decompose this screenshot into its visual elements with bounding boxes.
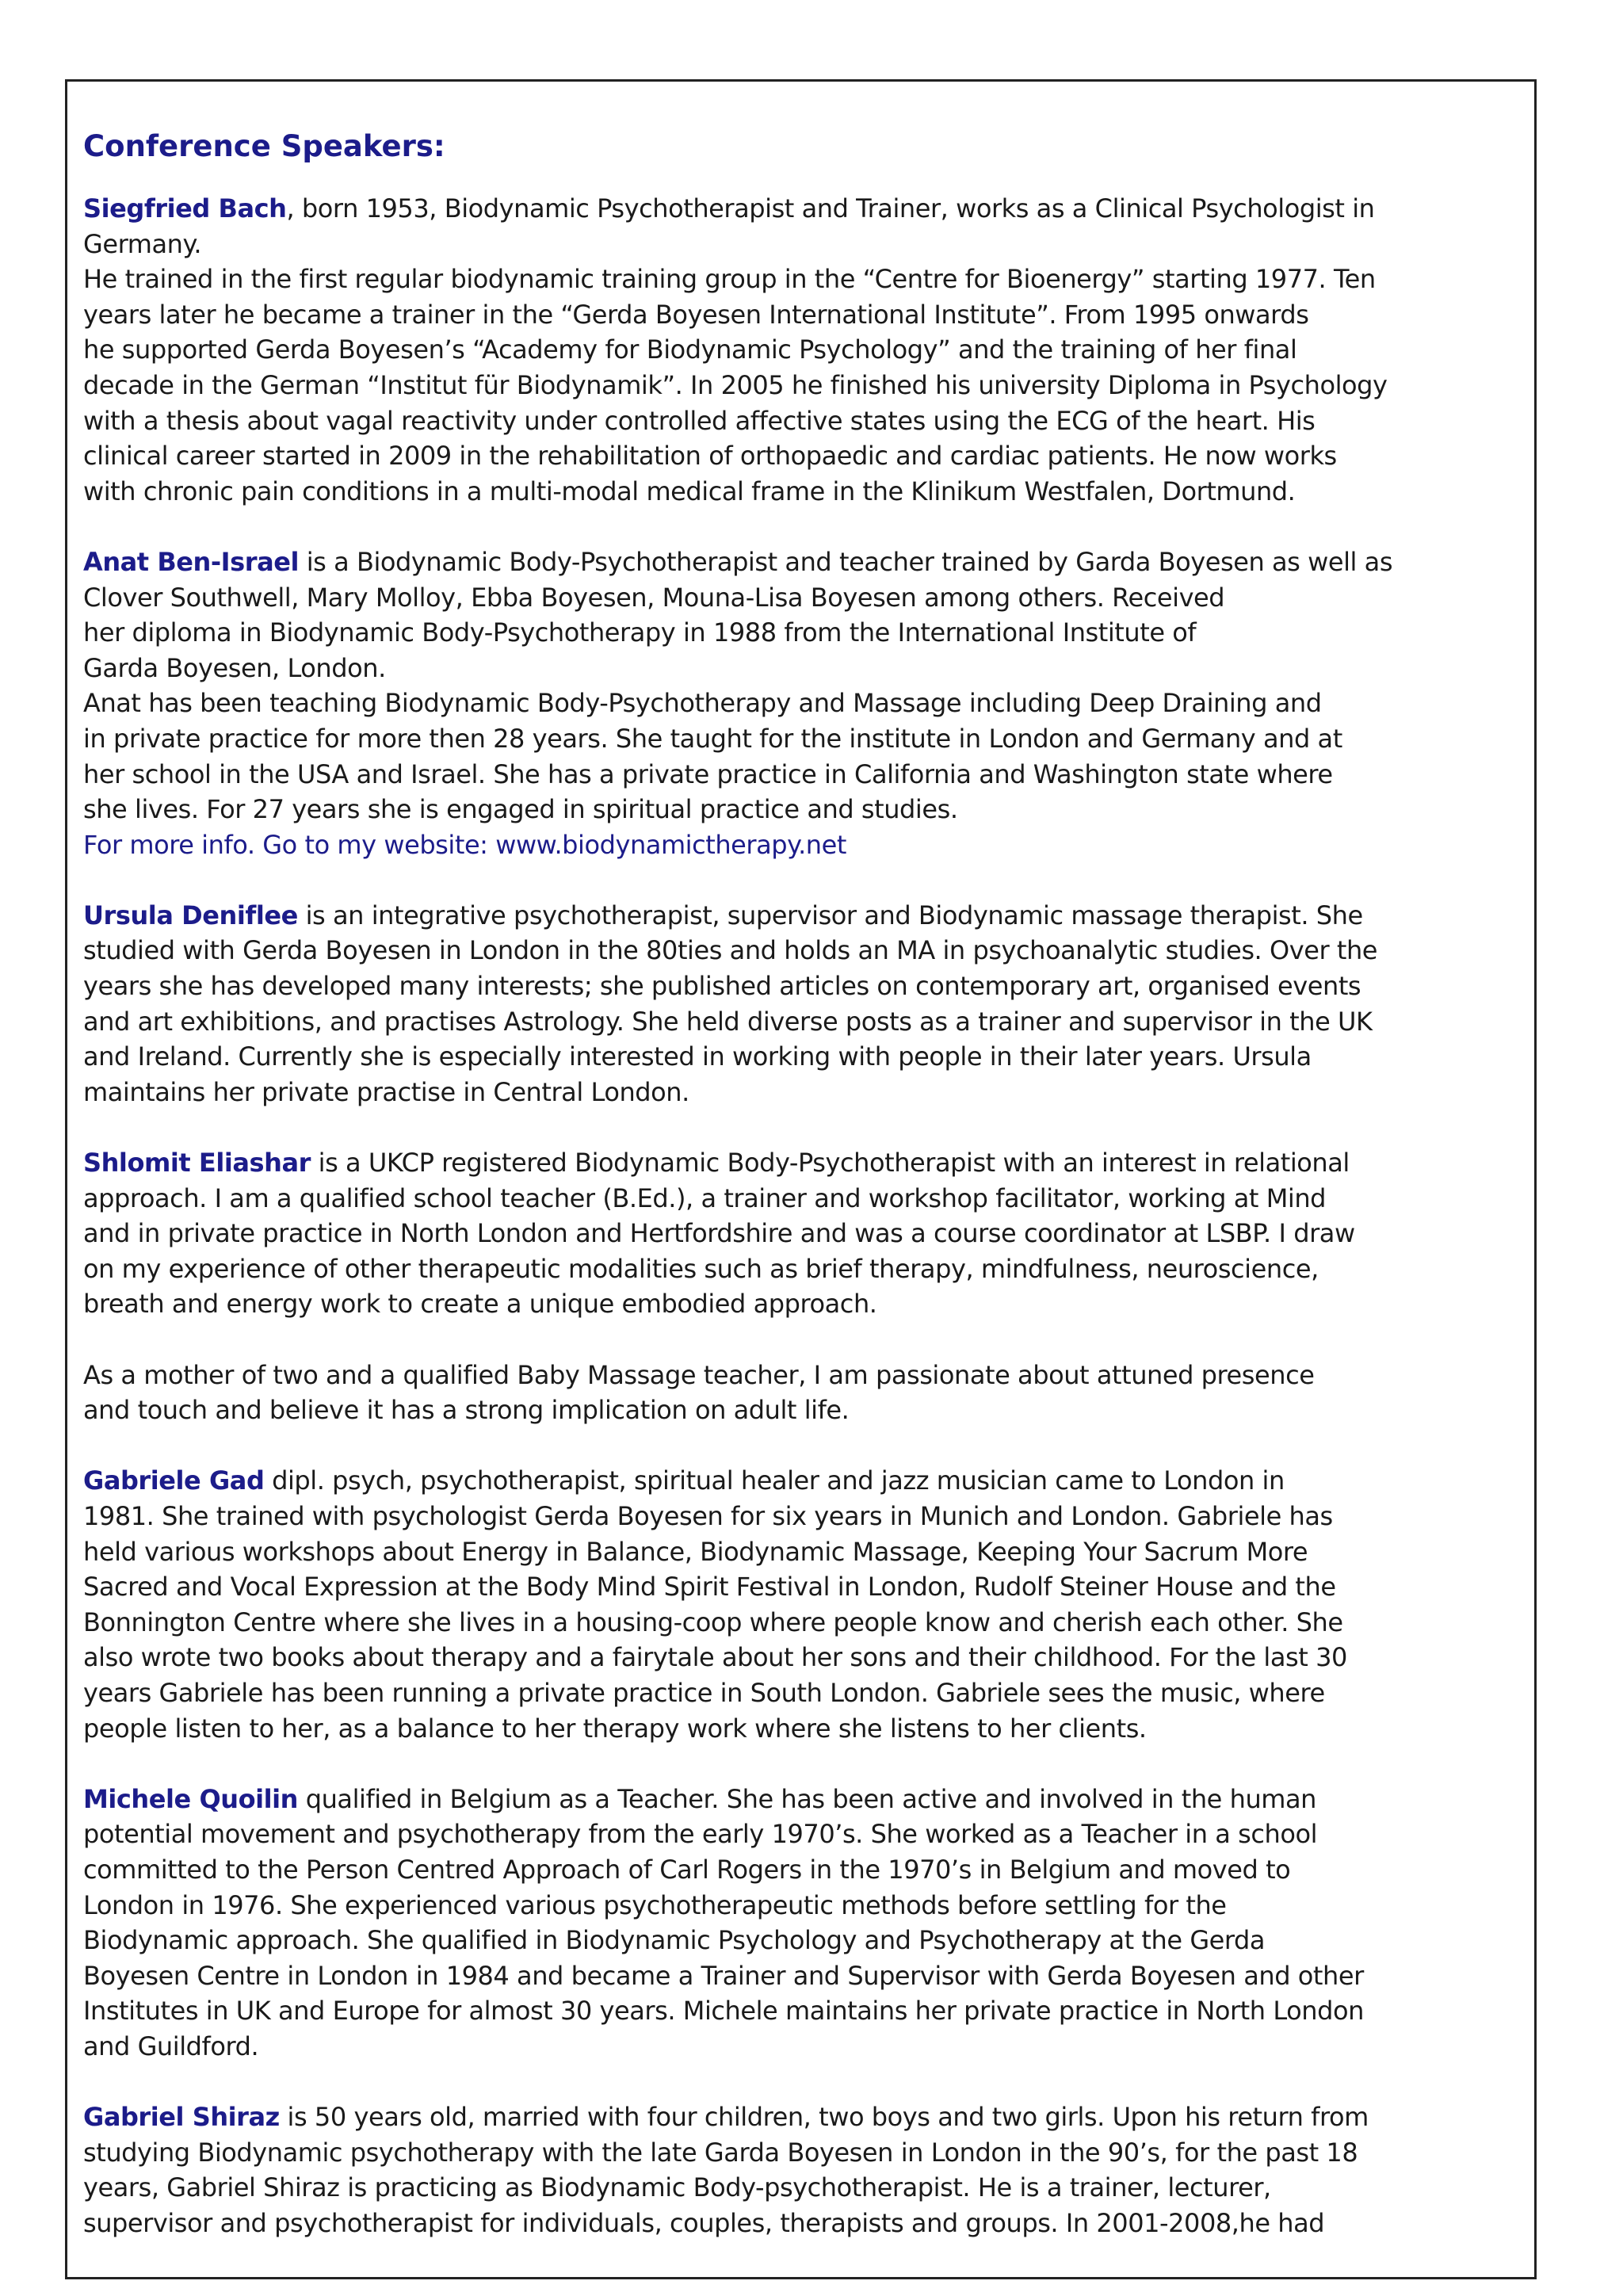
bio-line: He trained in the first regular biodynamic training group in the “Centre for Bioenergy” starting 1977. Ten <box>83 264 1376 295</box>
bio-line: her diploma in Biodynamic Body-Psychotherapy in 1988 from the International Institute of <box>83 617 1197 648</box>
speaker-name: Ursula Deniflee <box>83 900 298 930</box>
bio-line: with a thesis about vagal reactivity under controlled affective states using the ECG of the heart. His <box>83 405 1316 436</box>
website-link[interactable]: For more info. Go to my website: www.biodynamictherapy.net <box>83 829 846 860</box>
bio-line: and art exhibitions, and practises Astrology. She held diverse posts as a trainer and supervisor in the UK <box>83 1006 1373 1037</box>
bio-line: in private practice for more then 28 years. She taught for the institute in London and Germany and at <box>83 723 1342 754</box>
bio-line: years Gabriele has been running a private practice in South London. Gabriele sees the music, where <box>83 1677 1325 1708</box>
bio-line: and Guildford. <box>83 2030 259 2061</box>
bio-line: As a mother of two and a qualified Baby Massage teacher, I am passionate about attuned presence <box>83 1359 1315 1390</box>
bio-line: Anat has been teaching Biodynamic Body-Psychotherapy and Massage including Deep Draining and <box>83 688 1322 719</box>
bio-line: Gabriele Gad dipl. psych, psychotherapist, spiritual healer and jazz musician came to London in <box>83 1465 1285 1496</box>
speaker-name: Gabriele Gad <box>83 1465 265 1496</box>
speaker-bio-michele-quoilin <box>83 1782 1526 2065</box>
bio-line: studied with Gerda Boyesen in London in the 80ties and holds an MA in psychoanalytic studies. Over the <box>83 935 1378 966</box>
bio-line: Clover Southwell, Mary Molloy, Ebba Boyesen, Mouna-Lisa Boyesen among others. Received <box>83 582 1225 613</box>
bio-line: Shlomit Eliashar is a UKCP registered Biodynamic Body-Psychotherapist with an interest in relational <box>83 1148 1350 1179</box>
bio-line: committed to the Person Centred Approach of Carl Rogers in the 1970’s in Belgium and moved to <box>83 1854 1291 1885</box>
bio-line: Gabriel Shiraz is 50 years old, married with four children, two boys and two girls. Upon his return from <box>83 2102 1369 2133</box>
speaker-name: Michele Quoilin <box>83 1783 298 1814</box>
page-frame <box>65 79 1537 2279</box>
bio-line: maintains her private practise in Central London. <box>83 1076 689 1107</box>
bio-line: Siegfried Bach, born 1953, Biodynamic Psychotherapist and Trainer, works as a Clinical Psychologist in <box>83 193 1375 223</box>
page-title: Conference Speakers: <box>83 129 445 163</box>
speaker-bio-gabriel-shiraz <box>83 2099 1526 2241</box>
speaker-name: Siegfried Bach <box>83 193 287 223</box>
bio-line: Sacred and Vocal Expression at the Body Mind Spirit Festival in London, Rudolf Steiner House and the <box>83 1572 1336 1603</box>
bio-line: and touch and believe it has a strong implication on adult life. <box>83 1395 850 1426</box>
document-content <box>83 128 1526 2276</box>
bio-line: 1981. She trained with psychologist Gerda Boyesen for six years in Munich and London. Gabriele has <box>83 1500 1333 1531</box>
speaker-bio-siegfried-bach <box>83 191 1526 509</box>
bio-line: and Ireland. Currently she is especially interested in working with people in their later years. Ursula <box>83 1041 1312 1072</box>
speaker-bio-ursula-deniflee <box>83 898 1526 1110</box>
speaker-name: Gabriel Shiraz <box>83 2102 280 2133</box>
bio-line: held various workshops about Energy in Balance, Biodynamic Massage, Keeping Your Sacrum More <box>83 1536 1308 1567</box>
bio-line: supervisor and psychotherapist for individuals, couples, therapists and groups. In 2001-2008,he had <box>83 2207 1325 2238</box>
bio-line: Biodynamic approach. She qualified in Biodynamic Psychology and Psychotherapy at the Gerda <box>83 1925 1266 1956</box>
bio-line: approach. I am a qualified school teacher (B.Ed.), a trainer and workshop facilitator, working at Mind <box>83 1182 1327 1213</box>
bio-line: she lives. For 27 years she is engaged in spiritual practice and studies. <box>83 794 958 825</box>
bio-line: breath and energy work to create a unique embodied approach. <box>83 1289 877 1320</box>
bio-line: potential movement and psychotherapy from the early 1970’s. She worked as a Teacher in a school <box>83 1819 1318 1850</box>
bio-line: on my experience of other therapeutic modalities such as brief therapy, mindfulness, neuroscience, <box>83 1253 1319 1284</box>
bio-line: years she has developed many interests; she published articles on contemporary art, organised events <box>83 971 1361 1002</box>
bio-line: people listen to her, as a balance to her therapy work where she listens to her clients. <box>83 1713 1147 1744</box>
bio-line: Boyesen Centre in London in 1984 and became a Trainer and Supervisor with Gerda Boyesen and other <box>83 1960 1364 1991</box>
bio-line: London in 1976. She experienced various psychotherapeutic methods before settling for the <box>83 1889 1227 1920</box>
bio-line: Anat Ben-Israel is a Biodynamic Body-Psychotherapist and teacher trained by Garda Boyesen as well as <box>83 546 1393 577</box>
speaker-name: Shlomit Eliashar <box>83 1148 311 1179</box>
bio-line: years later he became a trainer in the “Gerda Boyesen International Institute”. From 1995 onwards <box>83 299 1309 330</box>
speaker-name: Anat Ben-Israel <box>83 546 299 577</box>
bio-line: with chronic pain conditions in a multi-modal medical frame in the Klinikum Westfalen, Dortmund. <box>83 476 1296 506</box>
bio-line: decade in the German “Institut für Biodynamik”. In 2005 he finished his university Diploma in Psychology <box>83 369 1388 400</box>
speaker-bio-anat-ben-israel <box>83 544 1526 862</box>
bio-line: Bonnington Centre where she lives in a housing-coop where people know and cherish each other. She <box>83 1606 1343 1637</box>
speaker-bio-gabriele-gad <box>83 1463 1526 1746</box>
bio-line: also wrote two books about therapy and a fairytale about her sons and their childhood. For the last 30 <box>83 1642 1347 1673</box>
bio-line: Institutes in UK and Europe for almost 30 years. Michele maintains her private practice in North London <box>83 1996 1364 2027</box>
bio-line: studying Biodynamic psychotherapy with the late Garda Boyesen in London in the 90’s, for the past 18 <box>83 2137 1358 2168</box>
speaker-bio-shlomit-eliashar <box>83 1145 1526 1322</box>
bio-line: and in private practice in North London and Hertfordshire and was a course coordinator at LSBP. I draw <box>83 1218 1355 1249</box>
bio-line: years, Gabriel Shiraz is practicing as Biodynamic Body-psychotherapist. He is a trainer, lecturer, <box>83 2172 1271 2203</box>
bio-line: her school in the USA and Israel. She has a private practice in California and Washington state where <box>83 758 1333 789</box>
bio-line: Garda Boyesen, London. <box>83 652 386 683</box>
bio-line: he supported Gerda Boyesen’s “Academy for Biodynamic Psychology” and the training of her final <box>83 334 1297 365</box>
bio-line: Ursula Deniflee is an integrative psychotherapist, supervisor and Biodynamic massage therapist. She <box>83 900 1363 930</box>
bio-line: Michele Quoilin qualified in Belgium as a Teacher. She has been active and involved in the human <box>83 1783 1316 1814</box>
speaker-bio-shlomit-eliashar-continued <box>83 1358 1526 1428</box>
bio-line: Germany. <box>83 228 202 259</box>
bio-line: clinical career started in 2009 in the rehabilitation of orthopaedic and cardiac patients. He now works <box>83 441 1337 472</box>
